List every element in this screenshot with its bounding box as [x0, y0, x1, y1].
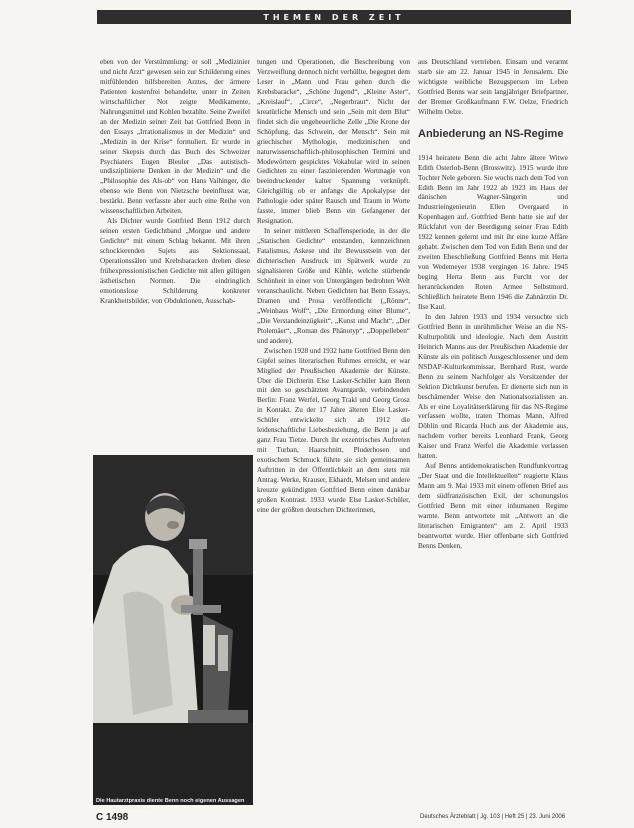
paragraph: Als Dichter wurde Gottfried Benn 1912 durch seinen ersten Gedichtband „Morgue und andere Gedichte“ mit einem Schlag bekannt. Mit ihren schockierenden Sujets aus Sektionssaal, Operationssälen und Krebsbaracken drehen diese frühexpressionistischen Gedichte mit allen gültigen ästhetischen Normen. Die eindringlich emotionslose Schilderung konkreter Krankheitsbilder, von Obduktionen, Ausschab-: [100, 217, 250, 305]
photo-illustration: [93, 455, 253, 805]
paragraph: tungen und Operationen, die Beschreibung von Verzweiflung dennoch nicht verhüllte, begegnet dem Leser in „Mann und Frau gehen durch die Krebsbaracke“, „Schöne Jugend“, „Kleine Aster“, „Kreislauf“, „Circe“, „Negerbraut“. Nicht der kreatürliche Mensch und sein „Sein mit dem Blut“ findet sich die ungeheuerliche Zelle „Die Krone der Schöpfung, das Schwein, der Mensch“. Sein mit griechischer Mythologie, medizinischen und naturwissenschaftlich-philosophischen Termini und Modewörtern gespicktes Vokabular wird in seinen Gedichten zu einer faszinierenden Wortmagie von beeindruckender kalter Spannung verknüpft. Gleichgültig ob er anfangs die Apokalypse der Pathologie oder später Rausch und Traum in Worte fasste, immer blieb Benn ein Gefangener der Resignation.: [257, 58, 410, 226]
section-title: THEMEN DER ZEIT: [263, 12, 405, 22]
page-number: C 1498: [96, 812, 129, 823]
paragraph: Zwischen 1928 und 1932 hatte Gottfried Benn den Gipfel seines literarischen Ruhmes erreicht, er war Mitglied der Preußischen Akademie der Künste. Über die Dichterin Else Lasker-Schüler kam Benn mit den so geschätzten Avantgarde, verbindenden Berlin: Franz Werfel, Georg Trakl und Georg Grosz in Kontakt. Zu der 17 Jahre älteren Else Lasker-Schüler entwickelte sich ab 1912 die leidenschaftliche Liebesbeziehung, die Benn ja auf ganz Frau Tietze. Durch ihr exzentrisches Auftreten mit Turban, Haarschnitt, Pluderhosen und exotischem Schmuck führte sie sich gemeinsamen Auftritten in der Öffentlichkeit an dem stets mit Antrag. Werke, Krauser, Ekhardt, Melsen und andere kreuzte gekündigten Gottfried Benn einen dankbar großen Kontrast. 1933 wurde Else Lasker-Schüler, eine der größten deutschen Dichterinnen,: [257, 346, 410, 514]
text-column-3: [418, 58, 568, 552]
paragraph: aus Deutschland vertrieben. Einsam und verarmt starb sie am 22. Januar 1945 in Jerusalem. Die wichtigste weibliche Bezugsperson im Leben Gottfried Benns war sein langjähriger Briefpartner, der Bremer Großkaufmann F.W. Oelze, Friedrich Wilhelm Oelze.: [418, 58, 568, 116]
paragraph: 1914 heiratete Benn die acht Jahre ältere Witwe Edith Osterloh-Benn (Brosswitz). 1915 wurde ihre Tochter Nele geboren. Sie wuchs nach dem Tod von Edith Benn im Jahr 1922 ab 1923 im Haus der dänischen Wagner-Sängerin und Industrieingenieurin Ellen Overgaard in Kopenhagen auf. Gottfried Benn hatte sie auf der Rückfahrt von der Beerdigung seiner Frau Edith 1922 kennen gelernt und mit ihr eine kurze Affäre gehabt. Zwischen dem Tod von Edith Benn und der zweiten Eheschließung Gottfried Benns mit Herta von Wedemeyer 1938 vergingen 16 Jahre. 1945 beging Herta Benn aus Furcht vor der heranrückenden Roten Armee Selbstmord. Schließlich heiratete Benn 1946 die Zahnärztin Dr. Ilse Kaul.: [418, 153, 568, 311]
section-heading: Anbiederung an NS-Regime: [418, 127, 564, 140]
paragraph: Auf Benns antidemokratischen Rundfunkvortrag „Der Staat und die Intellektuellen“ reagierte Klaus Mann am 9. Mai 1933 mit einem offenen Brief aus dem südfranzösischen Exil, der schonungslos Gottfried Benn mit einer inhumanen Regime warnte. Benn antwortete mit „Antwort an die literarischen Emigranten“ am 2. April 1933 beantwortet wurde. Hier offenbarte sich Gottfried Benns Denken,: [418, 462, 568, 550]
text-column-2: [257, 58, 410, 516]
paragraph: In den Jahren 1933 und 1934 versuchte sich Gottfried Benn in unrühmlicher Weise an die NS-Kulturpolitik und ideologie. Nach dem Austritt Heinrich Manns aus der Preußischen Akademie der Künste als ein politisch Ausgeschlossener und dem NSDAP-Kulturkommissar, Bernhard Rust, wurde Benn zu seinem Nachfolger als Vorsitzender der Sektion Dichtkunst berufen. Er dienerte sich nun in beschämender Weise den Nationalsozialisten an. Als er eine Loyalitätserklärung für das NS-Regime verfassen wollte, traten Thomas Mann, Alfred Döblin und Ricarda Huch aus der Akademie aus, nachdem vorher bereits Leonhard Frank, Georg Kaiser und Franz Werfel die Akademie verlassen hatten.: [418, 312, 568, 461]
photo-caption: Die Hautarztpraxis diente Benn noch eigenen Aussagen nur zum Broterwerb.: [96, 798, 245, 811]
journal-info: Deutsches Ärzteblatt | Jg. 103 | Heft 25 | 23. Juni 2006: [420, 814, 566, 820]
doctor-microscope-photo: [93, 455, 253, 805]
section-header-band: [97, 10, 571, 24]
paragraph: eben von der Verstümmlung: er soll „Medizinier und nicht Arzt“ gewesen sein zur Schilderung eines mitfühlenden hilfsbereiten Arztes, der ärmere Patienten kostenfrei behandelte, unter in Zeiten wirtschaftlicher Not zeigte Medikamente, Nahrungsmittel und Kohlen bezahlte. Seine Zweifel an der Medizin seiner Zeit hat Gottfried Benn in den Essays „Irrationalismus in der Medizin“ und „Medizin in der Krise“ formuliert. Er wurde in seiner Skepsis durch das Buch des Schweizer Psychiaters Eugen Bleuler „Das autistisch-undisziplinierte Denken in der Medizin“ und die „Philosophie des Als-ob“ von Hans Vaihinger, die ebenso wie Benn von Nietzsche beeinflusst war, bestärkt. Benn verfasste aber auch eine Reihe von wissenschaftlichen Arbeiten.: [100, 58, 250, 216]
paragraph: In seiner mittleren Schaffensperiode, in der die „Statischen Gedichte“ entstanden, kennzeichnen Fatalismus, Askese und ihr Bewusstsein von der dichterischen Ausdruck im Spätwerk wurde zu signalisieren Größe und Kühle, welche stürbende Schönheit in einer von Untergängen bedrohten Welt veranschaulicht. Neben Gedichten hat Benn Essays, Dramen und Prosa veröffentlicht („Rönne“, „Weinhaus Wolf“, „Die Ermordung einer Blume“, „Die Verstandeinzügkeit“, „Kunst und Macht“, „Der Ptolemäer“, „Roman des Phänotyp“, „Doppelleben“ und andere).: [257, 227, 410, 345]
text-column-1: [100, 58, 250, 307]
